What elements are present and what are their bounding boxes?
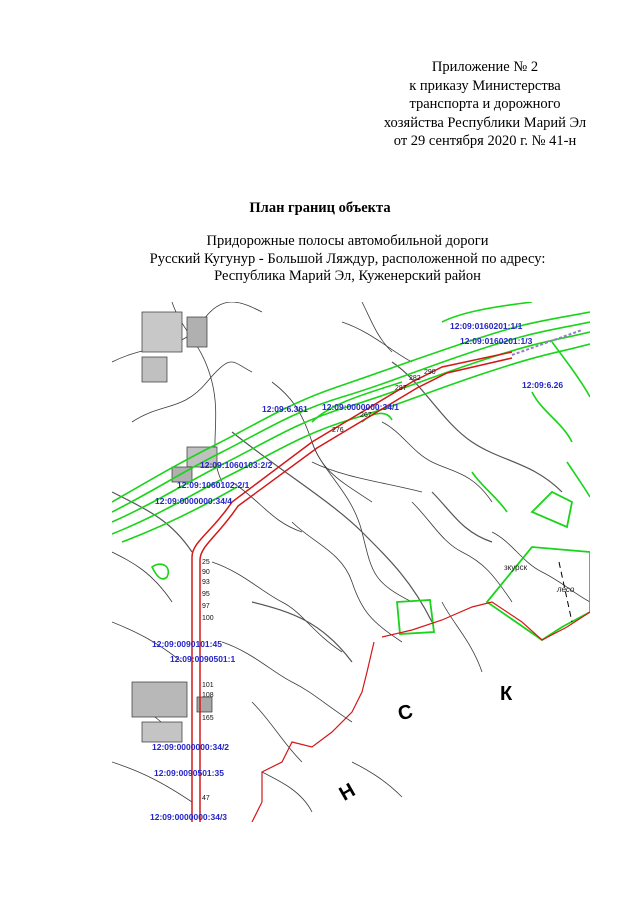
- map-drawing: [112, 302, 590, 822]
- picket-282: 282: [409, 375, 421, 382]
- picket-267: 267: [360, 412, 372, 419]
- cadastral-label: 12:09:0160201:1/1: [450, 321, 523, 331]
- appendix-line-1: Приложение № 2: [431, 59, 539, 75]
- cadastral-label: 12:09:6.361: [262, 404, 308, 414]
- appendix-line-4: хозяйства Республики Марий Эл: [383, 114, 587, 131]
- cadastral-label: 12:09:6.26: [522, 380, 564, 390]
- document-subtitle: [0, 233, 640, 286]
- terrain-lines: [112, 302, 590, 812]
- settlement-north: [142, 312, 207, 382]
- picket-276: 276: [332, 427, 344, 434]
- picket-108: 108: [202, 692, 214, 699]
- picket-287: 287: [395, 385, 407, 392]
- picket-290: 290: [424, 369, 436, 376]
- district-letter-n: Н: [335, 779, 360, 806]
- cadastral-label: 12:09:0090501:35: [154, 768, 224, 778]
- picket-90: 90: [202, 569, 210, 576]
- cadastral-label: 12:09:0000000:34/3: [150, 812, 228, 822]
- district-letters: [336, 683, 513, 806]
- picket-95: 95: [202, 591, 210, 598]
- cadastral-label: 12:09:0090501:1: [170, 654, 236, 664]
- boundary-map: [112, 302, 590, 822]
- cadastral-label: 12:09:1060103:2/2: [200, 460, 273, 470]
- district-letter-k: К: [500, 683, 513, 705]
- picket-labels-left: [202, 559, 214, 802]
- document-title: План границ объекта: [249, 200, 391, 216]
- picket-97: 97: [202, 603, 210, 610]
- district-letter-s: С: [395, 700, 416, 726]
- cadastral-label: 12:09:0000000:34/1: [322, 402, 400, 412]
- appendix-line-3: транспорта и дорожного: [409, 96, 561, 112]
- road-strip: [192, 352, 512, 782]
- picket-165: 165: [202, 715, 214, 722]
- subtitle-line-1: Придорожные полосы автомобильной дороги: [206, 233, 489, 249]
- appendix-block: [330, 58, 640, 151]
- appendix-line-2: к приказу Министерства: [409, 77, 561, 94]
- place-label-2: лесо: [557, 585, 575, 594]
- forest-plots: [397, 492, 590, 640]
- picket-101: 101: [202, 682, 214, 689]
- appendix-line-5: от 29 сентября 2020 г. № 41-н: [393, 133, 577, 149]
- subtitle-line-2: Русский Кугунур - Большой Ляждур, расположенной по адресу:: [149, 250, 546, 267]
- place-label-1: зкурск: [504, 563, 528, 572]
- cadastral-label: 12:09:0090101:45: [152, 639, 222, 649]
- picket-25: 25: [202, 559, 210, 566]
- picket-100: 100: [202, 615, 214, 622]
- cadastral-label: 12:09:0000000:34/2: [152, 742, 230, 752]
- cadastral-labels: [150, 321, 563, 822]
- district-boundary: [252, 602, 590, 822]
- subtitle-line-3: Республика Марий Эл, Куженерский район: [214, 268, 481, 284]
- cadastral-label: 12:09:0000000:34/4: [155, 496, 233, 506]
- picket-47: 47: [202, 795, 210, 802]
- picket-93: 93: [202, 579, 210, 586]
- cadastral-label: 12:09:0160201:1/3: [460, 336, 533, 346]
- cadastral-label: 12:09:1060102:2/1: [177, 480, 250, 490]
